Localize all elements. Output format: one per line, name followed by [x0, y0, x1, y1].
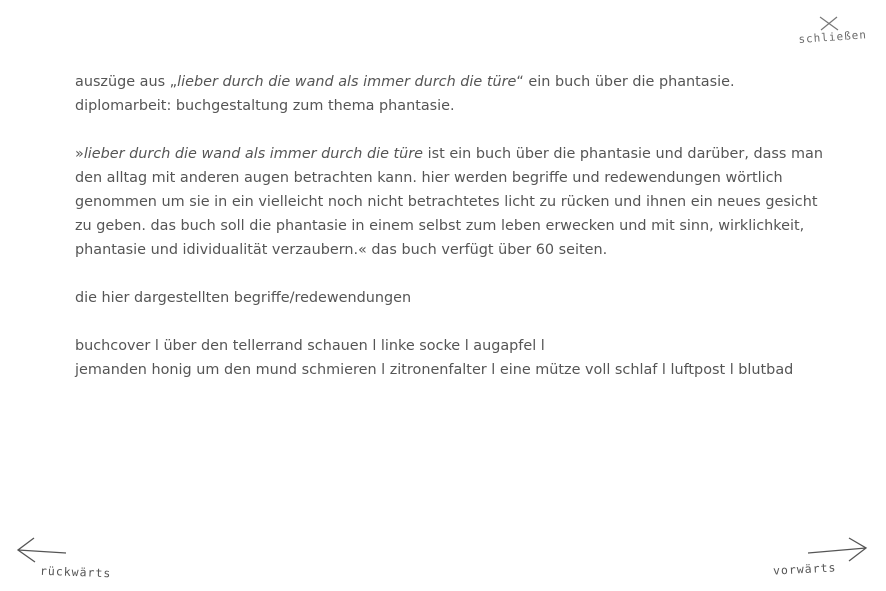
spacer — [75, 262, 845, 286]
close-button[interactable] — [790, 12, 876, 52]
back-label: rückwärts — [39, 563, 112, 581]
intro-line-2: diplomarbeit: buchgestaltung zum thema phantasie. — [75, 98, 455, 114]
terms-heading: die hier dargestellten begriffe/redewendungen — [75, 290, 412, 306]
description-line-1 — [75, 142, 845, 166]
forward-label: vorwärts — [772, 560, 837, 578]
spacer — [75, 118, 845, 142]
description-line-3: genommen um sie in ein vielleicht noch nicht betrachtetes licht zu rücken und ihnen ein neues gesicht — [75, 194, 818, 210]
back-button[interactable] — [12, 532, 142, 582]
description-open-quote: » — [75, 146, 84, 162]
main-content — [75, 70, 845, 382]
arrow-left-icon — [14, 536, 70, 566]
description-line-1-rest: ist ein buch über die phantasie und darüber, dass man — [423, 146, 823, 162]
spacer — [75, 310, 845, 334]
close-label: schließen — [798, 28, 868, 46]
intro-line-1 — [75, 70, 845, 94]
terms-line-1: buchcover l über den tellerrand schauen l linke socke l augapfel l — [75, 338, 545, 354]
description-book-title: lieber durch die wand als immer durch die türe — [83, 146, 424, 162]
terms-line-2: jemanden honig um den mund schmieren l zitronenfalter l eine mütze voll schlaf l luftpost l blutbad — [75, 362, 794, 378]
intro-prefix: auszüge aus „ — [75, 74, 178, 90]
forward-button[interactable] — [760, 532, 876, 582]
intro-suffix: “ ein buch über die phantasie. — [516, 74, 735, 90]
intro-book-title: lieber durch die wand als immer durch die türe — [177, 74, 517, 90]
description-line-4: zu geben. das buch soll die phantasie in einem selbst zum leben erwecken und mit sinn, wirklichkeit, — [75, 218, 805, 234]
description-line-5: phantasie und idividualität verzaubern.« das buch verfügt über 60 seiten. — [75, 242, 608, 258]
description-line-2: den alltag mit anderen augen betrachten kann. hier werden begriffe und redewendungen wörtlich — [75, 170, 783, 186]
